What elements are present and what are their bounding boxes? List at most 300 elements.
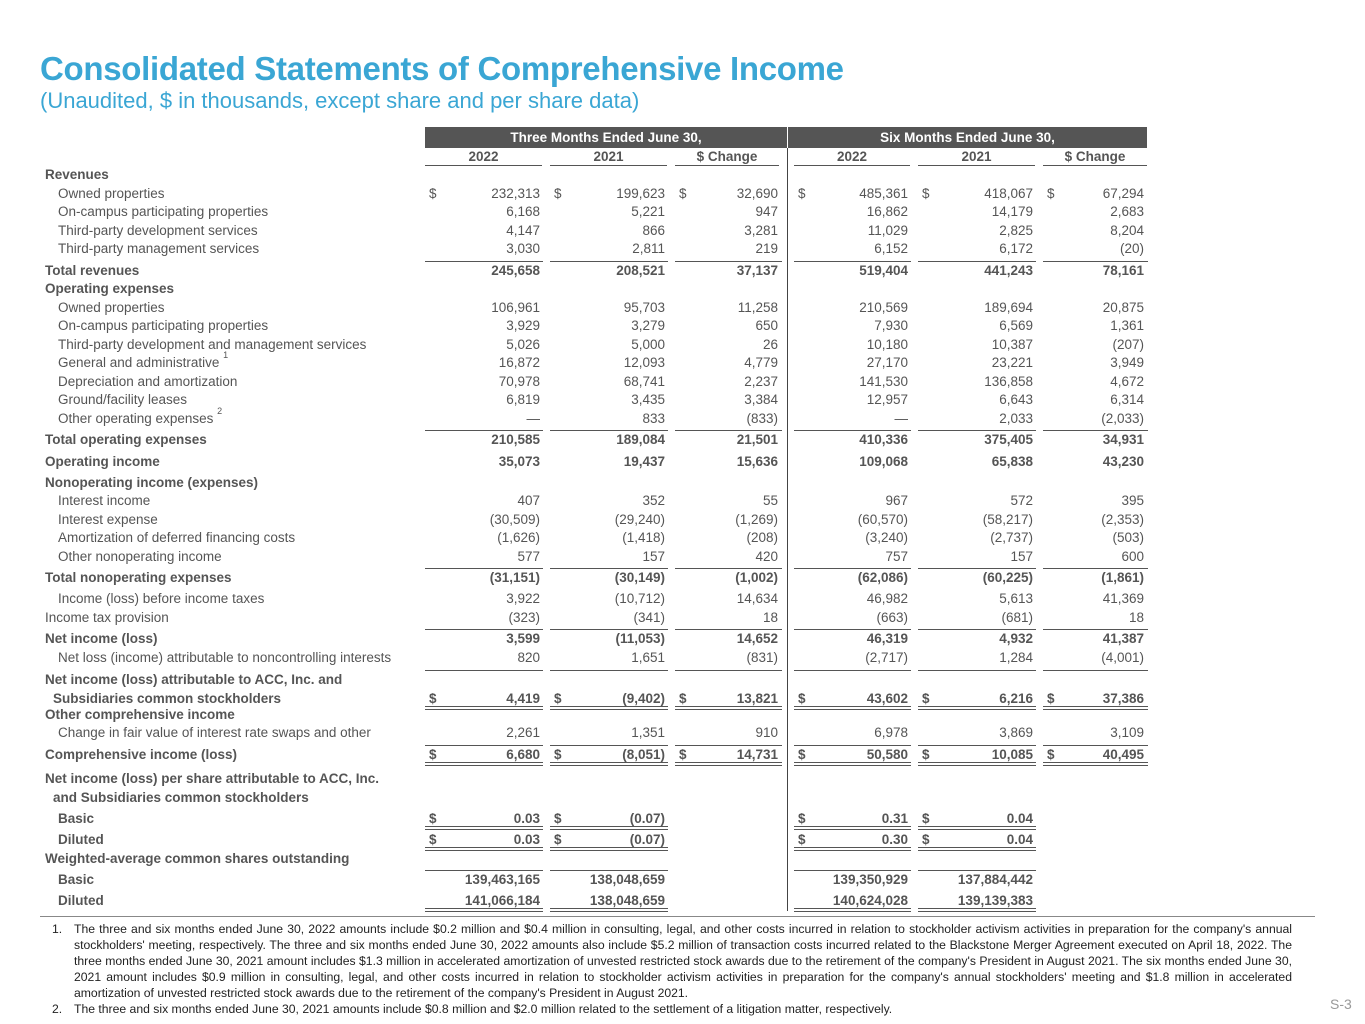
column-header-3m-change: $ Change [675, 149, 779, 166]
cell-value: 46,319 [866, 631, 908, 646]
cell-value: 6,152 [874, 241, 908, 256]
row-label-text: Diluted [58, 832, 104, 847]
cell-value: (1,418) [622, 530, 665, 545]
cell-value: 139,139,383 [957, 893, 1033, 908]
cell-value: 3,384 [744, 392, 778, 407]
cell-value: 4,932 [999, 631, 1033, 646]
table-row [0, 165, 1365, 184]
row-label [45, 705, 235, 724]
table-row [0, 809, 1365, 828]
table-row [0, 589, 1365, 608]
cell-value: 910 [755, 725, 778, 740]
row-label [58, 491, 150, 510]
cell-value: 2,033 [999, 411, 1033, 426]
row-label-text: Comprehensive income (loss) [45, 747, 238, 762]
cell-value: 3,949 [1110, 355, 1144, 370]
cell-value: 41,369 [1102, 591, 1144, 606]
cell-value: (3,240) [865, 530, 908, 545]
cell-value: 4,419 [506, 691, 540, 706]
cell-value: 6,314 [1110, 392, 1144, 407]
cell-value: (208) [746, 530, 778, 545]
row-label-text: Basic [58, 872, 95, 887]
cell-value: 3,109 [1110, 725, 1144, 740]
subtotal-rule [550, 261, 668, 262]
row-label-text: Owned properties [58, 300, 165, 315]
row-label-text: Other comprehensive income [45, 707, 235, 722]
cell-value: 14,652 [736, 631, 778, 646]
subtotal-rule [794, 261, 911, 262]
cell-value: 395 [1121, 493, 1144, 508]
cell-value: (1,002) [735, 570, 778, 585]
subtotal-rule [675, 670, 782, 671]
cell-value: 65,838 [991, 454, 1033, 469]
cell-value: 485,361 [859, 186, 908, 201]
cell-value: — [526, 411, 540, 426]
cell-value: 55 [762, 493, 778, 508]
cell-value: (2,737) [990, 530, 1033, 545]
subtotal-rule [550, 670, 668, 671]
subtotal-rule [918, 745, 1036, 746]
row-label-text: Weighted-average common shares outstanding [45, 851, 350, 866]
subtotal-rule [425, 870, 543, 871]
total-double-rule [918, 762, 1036, 766]
cell-value: 650 [755, 318, 778, 333]
dollar-sign: $ [429, 747, 437, 762]
row-label [58, 350, 229, 372]
subtotal-rule [794, 568, 911, 569]
cell-value: 138,048,659 [589, 893, 665, 908]
cell-value: 23,221 [991, 355, 1033, 370]
cell-value: 18 [1128, 610, 1144, 625]
dollar-sign: $ [554, 691, 562, 706]
page-subtitle: (Unaudited, $ in thousands, except share and per share data) [40, 88, 640, 113]
dollar-sign: $ [798, 832, 806, 847]
cell-value: 3,279 [631, 318, 665, 333]
subtotal-rule [675, 568, 782, 569]
row-label [45, 745, 237, 764]
subtotal-rule [1043, 629, 1148, 630]
footnote-ref: 1 [223, 350, 229, 360]
subtotal-rule [918, 568, 1036, 569]
table-row [0, 390, 1365, 409]
row-label [45, 473, 258, 492]
cell-value: 7,930 [874, 318, 908, 333]
subtotal-rule [425, 430, 543, 431]
subtotal-rule [675, 261, 782, 262]
subtotal-rule [550, 745, 668, 746]
subtotal-rule [794, 629, 911, 630]
row-label-text: Interest expense [58, 512, 158, 527]
row-label-text: Net income (loss) attributable to ACC, Inc. and [45, 672, 343, 687]
row-label-text: General and administrative [58, 355, 220, 370]
row-label [58, 648, 391, 667]
table-row [0, 670, 1365, 706]
dollar-sign: $ [922, 747, 930, 762]
cell-value: 19,437 [623, 454, 665, 469]
cell-value: 3,599 [506, 631, 540, 646]
dollar-sign: $ [679, 186, 687, 201]
subtotal-rule [794, 430, 911, 431]
row-label-text: Net loss (income) attributable to noncontrolling interests [58, 650, 392, 665]
row-label [58, 390, 187, 409]
dollar-sign: $ [1047, 691, 1055, 706]
cell-value: 8,204 [1110, 223, 1144, 238]
cell-value: (9,402) [622, 691, 665, 706]
dollar-sign: $ [554, 747, 562, 762]
cell-value: 11,258 [737, 300, 778, 315]
cell-value: (341) [633, 610, 665, 625]
subtotal-rule [425, 261, 543, 262]
subtotal-rule [675, 745, 782, 746]
dollar-sign: $ [922, 691, 930, 706]
total-double-rule [794, 908, 911, 912]
cell-value: 947 [755, 204, 778, 219]
row-label [45, 430, 207, 449]
subtotal-rule [918, 870, 1036, 871]
cell-value: (681) [1001, 610, 1033, 625]
total-double-rule [425, 908, 543, 912]
table-row [0, 568, 1365, 587]
cell-value: 138,048,659 [589, 872, 665, 887]
cell-value: 352 [642, 493, 665, 508]
cell-value: (30,509) [489, 512, 540, 527]
cell-value: 106,961 [491, 300, 540, 315]
row-label [58, 406, 223, 428]
dollar-sign: $ [554, 186, 562, 201]
row-label-text: Total nonoperating expenses [45, 570, 232, 585]
cell-value: (29,240) [614, 512, 665, 527]
subtotal-rule [794, 670, 911, 671]
cell-value: 420 [755, 549, 778, 564]
cell-value: 11,029 [867, 223, 908, 238]
subtotal-rule [918, 261, 1036, 262]
subtotal-rule [550, 870, 668, 871]
total-double-rule [918, 908, 1036, 912]
cell-value: 189,084 [616, 432, 665, 447]
dollar-sign: $ [798, 811, 806, 826]
cell-value: 5,221 [631, 204, 665, 219]
subtotal-rule [550, 629, 668, 630]
cell-value: 67,294 [1102, 186, 1144, 201]
three-months-header: Three Months Ended June 30, [425, 127, 787, 148]
cell-value: 245,658 [491, 263, 540, 278]
cell-value: 40,495 [1102, 747, 1144, 762]
subtotal-rule [550, 568, 668, 569]
row-label [58, 589, 264, 608]
table-row [0, 279, 1365, 298]
row-label-text: Ground/facility leases [58, 392, 188, 407]
column-header-6m-change: $ Change [1043, 149, 1147, 166]
row-label [58, 372, 237, 391]
cell-value: 4,147 [506, 223, 540, 238]
subtotal-rule [1043, 745, 1148, 746]
cell-value: (0.07) [629, 832, 665, 847]
cell-value: 50,580 [866, 747, 908, 762]
cell-value: 1,351 [631, 725, 665, 740]
total-double-rule [1043, 762, 1148, 766]
cell-value: 219 [755, 241, 778, 256]
row-label [45, 670, 342, 689]
dollar-sign: $ [429, 691, 437, 706]
cell-value: 37,137 [736, 263, 778, 278]
page-title: Consolidated Statements of Comprehensive Income [40, 50, 844, 87]
cell-value: 199,623 [616, 186, 665, 201]
table-row [0, 870, 1365, 889]
cell-value: 6,168 [506, 204, 540, 219]
subtotal-rule [1043, 261, 1148, 262]
row-label-text: Basic [58, 811, 95, 826]
row-label [58, 809, 94, 828]
total-double-rule [550, 762, 668, 766]
footnote-2-number: 2. [52, 1002, 63, 1016]
row-label-text: Net income (loss) per share attributable to ACC, Inc. [45, 771, 380, 786]
cell-value: 37,386 [1102, 691, 1144, 706]
table-row [0, 430, 1365, 449]
cell-value: 27,170 [866, 355, 908, 370]
cell-value: 210,585 [491, 432, 540, 447]
cell-value: 232,313 [491, 186, 540, 201]
table-row [0, 372, 1365, 391]
table-row [0, 406, 1365, 428]
footnote-2-text: The three and six months ended June 30, 2021 amounts include $0.8 million and $2.0 million related to the settlement of a litigation matter, respectively. [74, 1002, 893, 1016]
table-row [0, 745, 1365, 764]
row-label-text: Third-party development services [58, 223, 258, 238]
cell-value: 14,731 [736, 747, 778, 762]
table-row [0, 335, 1365, 354]
cell-value: 407 [517, 493, 540, 508]
dollar-sign: $ [429, 186, 437, 201]
cell-value: 139,463,165 [464, 872, 540, 887]
dollar-sign: $ [554, 811, 562, 826]
cell-value: 32,690 [736, 186, 778, 201]
dollar-sign: $ [922, 186, 930, 201]
cell-value: 375,405 [984, 432, 1033, 447]
cell-value: 441,243 [984, 263, 1033, 278]
row-label-text: Revenues [45, 167, 109, 182]
cell-value: 95,703 [623, 300, 665, 315]
table-row [0, 547, 1365, 566]
cell-value: 2,825 [999, 223, 1033, 238]
subtotal-rule [1043, 670, 1148, 671]
footnote-2 [52, 1001, 1292, 1017]
cell-value: 0.04 [1006, 811, 1033, 826]
table-row [0, 491, 1365, 510]
row-label [45, 608, 169, 627]
dollar-sign: $ [679, 747, 687, 762]
cell-value: 208,521 [616, 263, 665, 278]
cell-value: 210,569 [859, 300, 908, 315]
row-label-text: Owned properties [58, 186, 165, 201]
row-label [58, 202, 268, 221]
dollar-sign: $ [798, 186, 806, 201]
dollar-sign: $ [798, 747, 806, 762]
cell-value: (663) [876, 610, 908, 625]
cell-value: 2,237 [744, 374, 778, 389]
cell-value: — [894, 411, 908, 426]
cell-value: (11,053) [615, 631, 665, 646]
subtotal-rule [675, 629, 782, 630]
cell-value: 519,404 [859, 263, 908, 278]
cell-value: 3,435 [631, 392, 665, 407]
cell-value: (323) [508, 610, 540, 625]
cell-value: 139,350,929 [832, 872, 908, 887]
dollar-sign: $ [679, 691, 687, 706]
row-label-continued: and Subsidiaries common stockholders [53, 790, 309, 805]
row-label [58, 547, 222, 566]
cell-value: 3,929 [506, 318, 540, 333]
cell-value: (831) [746, 650, 778, 665]
cell-value: 410,336 [859, 432, 908, 447]
cell-value: (20) [1119, 241, 1144, 256]
total-double-rule [550, 908, 668, 912]
cell-value: 5,000 [631, 337, 665, 352]
row-label-text: Total revenues [45, 263, 140, 278]
row-label-text: Diluted [58, 893, 104, 908]
row-label-continued: Subsidiaries common stockholders [53, 691, 282, 706]
row-label-text: Total operating expenses [45, 432, 207, 447]
table-row [0, 723, 1365, 742]
cell-value: (0.07) [629, 811, 665, 826]
row-label [58, 184, 165, 203]
row-label [45, 849, 349, 868]
cell-value: 34,931 [1102, 432, 1144, 447]
cell-value: 2,811 [632, 241, 665, 256]
cell-value: 866 [642, 223, 665, 238]
cell-value: 4,779 [744, 355, 778, 370]
cell-value: 43,230 [1102, 454, 1144, 469]
cell-value: 15,636 [736, 454, 778, 469]
cell-value: 10,180 [866, 337, 908, 352]
cell-value: 3,922 [506, 591, 540, 606]
cell-value: 5,613 [999, 591, 1033, 606]
cell-value: 1,284 [999, 650, 1033, 665]
cell-value: 572 [1010, 493, 1033, 508]
row-label [58, 239, 259, 258]
table-row [0, 648, 1365, 667]
cell-value: 418,067 [984, 186, 1033, 201]
cell-value: (2,033) [1101, 411, 1144, 426]
row-label [45, 769, 379, 788]
cell-value: 6,569 [999, 318, 1033, 333]
row-label-text: Income tax provision [45, 610, 169, 625]
total-double-rule [794, 762, 911, 766]
cell-value: 70,978 [498, 374, 540, 389]
row-label [45, 452, 160, 471]
cell-value: 18 [762, 610, 778, 625]
column-header-6m-2021: 2021 [918, 149, 1035, 166]
cell-value: (10,712) [614, 591, 665, 606]
cell-value: 6,643 [999, 392, 1033, 407]
six-months-header: Six Months Ended June 30, [788, 127, 1147, 148]
row-label-text: Other nonoperating income [58, 549, 222, 564]
cell-value: 5,026 [506, 337, 540, 352]
table-row [0, 849, 1365, 868]
cell-value: (1,626) [497, 530, 540, 545]
cell-value: 41,387 [1102, 631, 1144, 646]
cell-value: 14,179 [991, 204, 1033, 219]
subtotal-rule [425, 745, 543, 746]
row-label-text: Amortization of deferred financing costs [58, 530, 296, 545]
table-row [0, 261, 1365, 280]
subtotal-rule [794, 870, 911, 871]
table-row [0, 528, 1365, 547]
cell-value: 43,602 [866, 691, 908, 706]
cell-value: 157 [642, 549, 665, 564]
cell-value: 16,862 [866, 204, 908, 219]
cell-value: 10,387 [991, 337, 1033, 352]
table-row [0, 202, 1365, 221]
cell-value: 137,884,442 [957, 872, 1033, 887]
cell-value: 577 [517, 549, 540, 564]
row-label-text: Net income (loss) [45, 631, 158, 646]
subtotal-rule [425, 629, 543, 630]
row-label-text: Depreciation and amortization [58, 374, 238, 389]
cell-value: 157 [1010, 549, 1033, 564]
cell-value: (31,151) [489, 570, 540, 585]
row-label-text: On-campus participating properties [58, 318, 269, 333]
cell-value: 141,530 [859, 374, 908, 389]
cell-value: 21,501 [736, 432, 778, 447]
cell-value: (60,570) [857, 512, 908, 527]
cell-value: (60,225) [982, 570, 1033, 585]
total-double-rule [675, 762, 782, 766]
row-label [58, 316, 268, 335]
row-label-text: Other operating expenses [58, 411, 214, 426]
table-row [0, 298, 1365, 317]
cell-value: 6,172 [999, 241, 1033, 256]
cell-value: 2,261 [506, 725, 540, 740]
cell-value: 189,694 [984, 300, 1033, 315]
table-row [0, 705, 1365, 724]
column-header-3m-2021: 2021 [550, 149, 667, 166]
cell-value: 0.31 [881, 811, 908, 826]
cell-value: 2,683 [1110, 204, 1144, 219]
subtotal-rule [794, 745, 911, 746]
row-label [45, 261, 139, 280]
cell-value: 6,978 [874, 725, 908, 740]
cell-value: 967 [885, 493, 908, 508]
row-label [45, 165, 109, 184]
subtotal-rule [1043, 430, 1148, 431]
cell-value: 14,634 [736, 591, 778, 606]
cell-value: 820 [517, 650, 540, 665]
table-row [0, 608, 1365, 627]
cell-value: 0.03 [513, 832, 540, 847]
cell-value: 6,819 [506, 392, 540, 407]
row-label-text: Third-party development and management services [58, 337, 367, 352]
footnote-1 [52, 921, 1292, 1001]
cell-value: (207) [1112, 337, 1144, 352]
row-label [58, 870, 94, 889]
cell-value: 10,085 [991, 747, 1033, 762]
cell-value: 3,869 [999, 725, 1033, 740]
subtotal-rule [550, 430, 668, 431]
page-number: S-3 [1330, 996, 1352, 1012]
cell-value: (58,217) [982, 512, 1033, 527]
cell-value: 757 [885, 549, 908, 564]
row-label [58, 510, 158, 529]
row-label-text: On-campus participating properties [58, 204, 269, 219]
dollar-sign: $ [922, 811, 930, 826]
cell-value: 12,957 [866, 392, 908, 407]
footnote-1-text: The three and six months ended June 30, 2022 amounts include $0.2 million and $0.4 million in consulting, legal, and other costs incurred in relation to stockholder activism activities in preparation for the company's annual stockholders' meeting, respectively. The three and six months ended June 30, 2022 amounts also include $5.2 million of transaction costs incurred related to the Blackstone Merger Agreement executed on April 18, 2022. The three months ended June 30, 2021 amount includes $1.3 million in accelerated amortization of unvested restricted stock awards due to the retirement of the company's President in August 2021. The six months ended June 30, 2021 amount includes $0.9 million in consulting, legal, and other costs incurred in relation to stockholder activism activities in preparation for the company's annual stockholders' meeting and $1.8 million in accelerated amortization of unvested restricted stock awards due to the retirement of the company's President in August 2021. [74, 922, 1292, 1000]
footnote-ref: 2 [217, 406, 223, 416]
cell-value: 109,068 [859, 454, 908, 469]
cell-value: (8,051) [622, 747, 665, 762]
row-label [45, 629, 158, 648]
dollar-sign: $ [554, 832, 562, 847]
cell-value: 13,821 [736, 691, 778, 706]
